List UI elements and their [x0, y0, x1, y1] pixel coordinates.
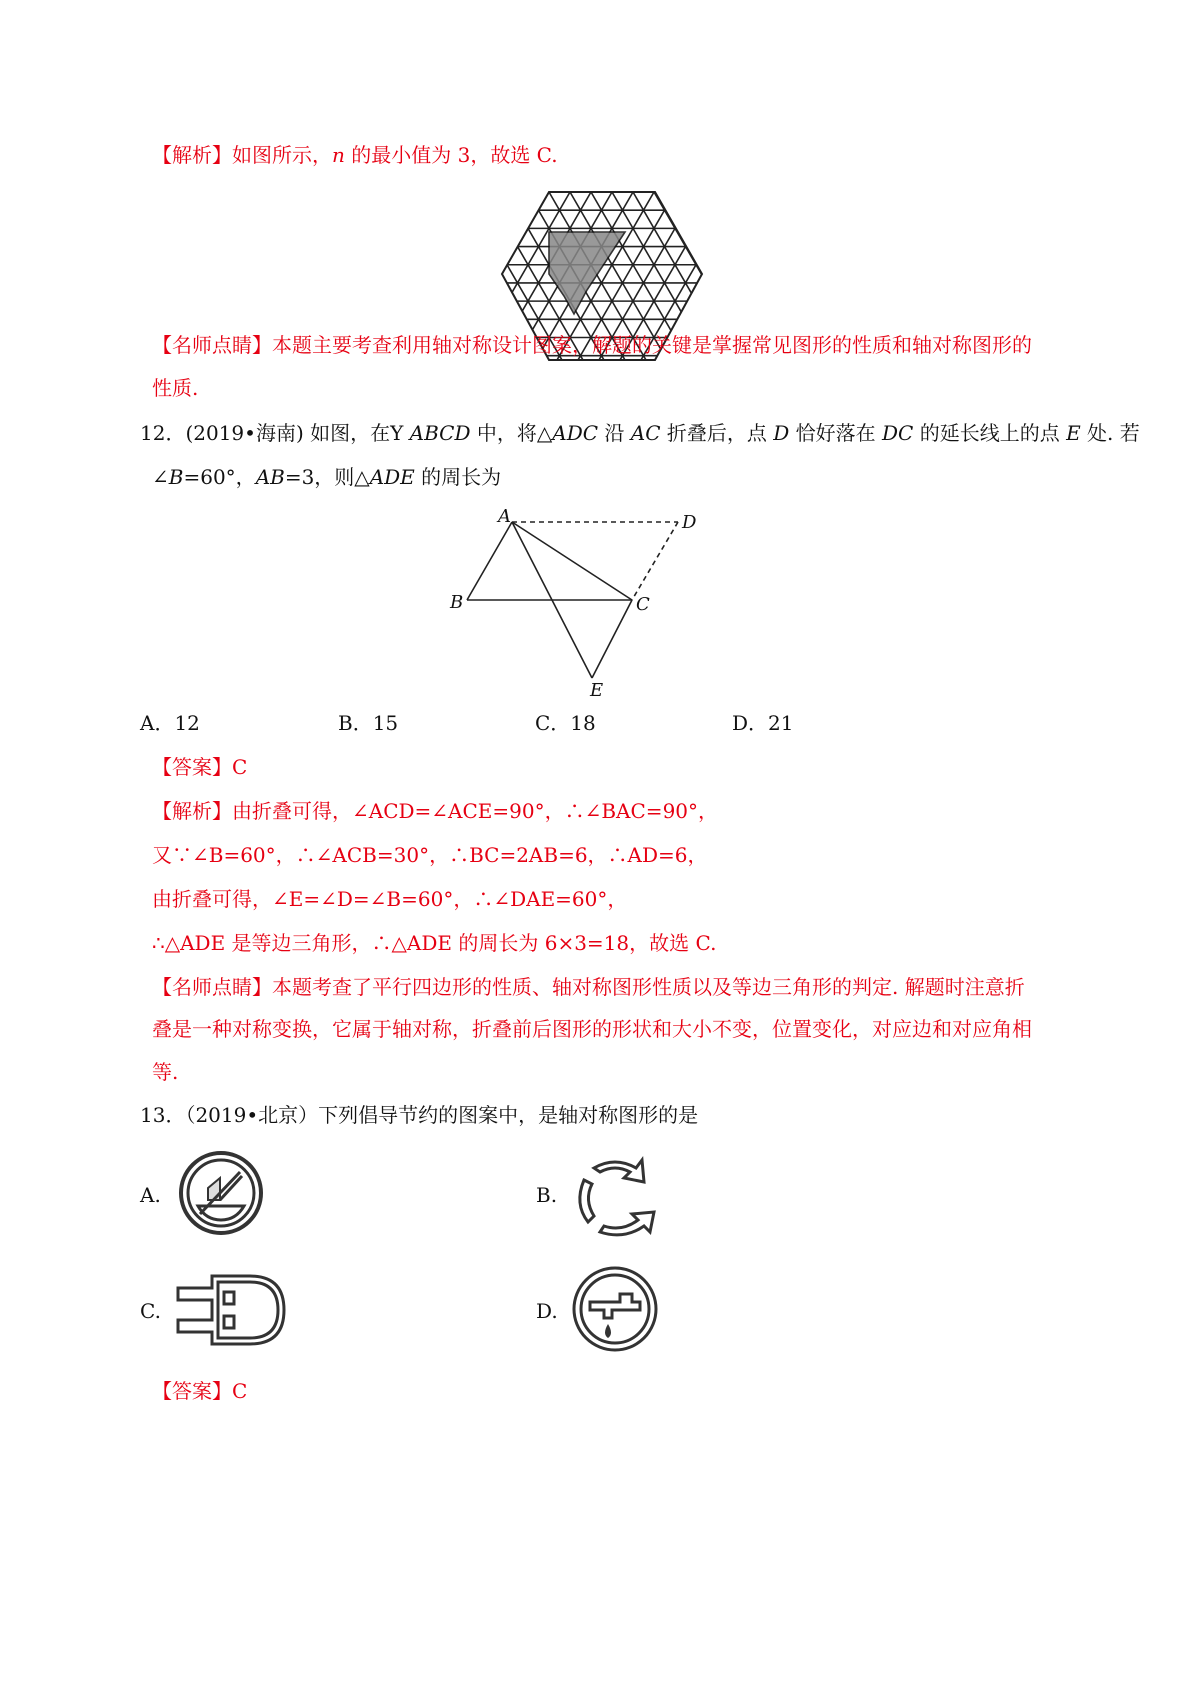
- q12-option-d[interactable]: D．21: [732, 711, 794, 735]
- q13-option-a-label[interactable]: A.: [140, 1183, 161, 1207]
- q12-geometry-figure: [440, 500, 720, 700]
- label-d: D: [682, 512, 697, 533]
- q12-text: =3，则△: [284, 465, 370, 489]
- analysis-text-a: 【解析】如图所示，: [152, 143, 332, 167]
- q12-var: B: [168, 465, 184, 489]
- q12-var: AC: [630, 421, 661, 445]
- analysis-line: [152, 140, 558, 170]
- q12-option-b[interactable]: B．15: [338, 711, 399, 735]
- q12-text: =60°，: [183, 465, 256, 489]
- tip-11-line1: 【名师点睛】本题主要考查利用轴对称设计图案，解题的关键是掌握常见图形的性质和轴对称图形的: [152, 333, 1032, 357]
- segment-dc-dashed: [632, 522, 678, 600]
- q12-var: DC: [882, 421, 914, 445]
- q12-text: 的周长为: [414, 465, 502, 489]
- q12-solution-2: 又∵∠B=60°，∴∠ACB=30°，∴BC=2AB=6，∴AD=6，: [152, 843, 708, 867]
- q12-answer: 【答案】C: [152, 755, 248, 779]
- recycle-arrows-icon: [570, 1150, 660, 1240]
- q12-text: 的延长线上的点: [913, 421, 1067, 445]
- q12-var: E: [1066, 421, 1081, 445]
- q12-tip-line1: 【名师点睛】本题考查了平行四边形的性质、轴对称图形性质以及等边三角形的判定. 解题时注意折: [152, 975, 1025, 999]
- q12-text: 沿: [598, 421, 631, 445]
- segment-ac: [512, 522, 632, 600]
- q12-var: D: [773, 421, 790, 445]
- q12-var: ABCD: [409, 421, 471, 445]
- label-a: A: [498, 506, 511, 527]
- q12-option-c[interactable]: C．18: [535, 711, 596, 735]
- q12-var: AB: [255, 465, 285, 489]
- q12-stem-line1: [140, 418, 1140, 448]
- plug-icon: [172, 1270, 292, 1350]
- segment-ab: [467, 522, 512, 600]
- q12-text: 处. 若: [1080, 421, 1140, 445]
- q12-text: 中，将△: [470, 421, 553, 445]
- q13-option-d-label[interactable]: D.: [536, 1299, 558, 1323]
- solution-label: 【解析】: [152, 799, 232, 823]
- label-c: C: [636, 594, 650, 615]
- no-waste-food-icon: [176, 1148, 266, 1238]
- q12-text: 折叠后，点: [660, 421, 774, 445]
- q12-stem-line2: [152, 462, 501, 492]
- segment-ce: [592, 600, 632, 678]
- q12-tip-line2: 叠是一种对称变换，它属于轴对称，折叠前后图形的形状和大小不变，位置变化，对应边和对应角相: [152, 1017, 1032, 1041]
- analysis-var-n: n: [332, 143, 345, 167]
- q12-tip-line3: 等.: [152, 1060, 179, 1084]
- q13-option-b-label[interactable]: B.: [536, 1183, 558, 1207]
- parallelogram-symbol: Y: [390, 421, 404, 445]
- analysis-text-b: 的最小值为 3，故选 C.: [344, 143, 558, 167]
- label-b: B: [450, 592, 464, 613]
- q13-stem: 13．（2019•北京）下列倡导节约的图案中，是轴对称图形的是: [140, 1103, 699, 1127]
- solution-text: 由折叠可得，∠ACD=∠ACE=90°，∴∠BAC=90°，: [232, 799, 719, 823]
- q12-var: ADC: [552, 421, 599, 445]
- q12-text: 12．(2019•海南) 如图，在: [140, 421, 391, 445]
- q12-solution-1: [152, 796, 718, 826]
- tip-11-line2: 性质.: [152, 376, 199, 400]
- q12-text: ∠: [152, 465, 169, 489]
- q13-option-c-label[interactable]: C.: [140, 1299, 161, 1323]
- q12-solution-3: 由折叠可得，∠E=∠D=∠B=60°，∴∠DAE=60°，: [152, 887, 628, 911]
- q13-answer: 【答案】C: [152, 1379, 248, 1403]
- q12-text: 恰好落在: [789, 421, 883, 445]
- water-tap-icon: [570, 1264, 660, 1354]
- q12-option-a[interactable]: A．12: [140, 711, 200, 735]
- q12-solution-4: ∴△ADE 是等边三角形，∴△ADE 的周长为 6×3=18，故选 C.: [152, 931, 717, 955]
- q12-var: ADE: [369, 465, 415, 489]
- label-e: E: [590, 680, 604, 700]
